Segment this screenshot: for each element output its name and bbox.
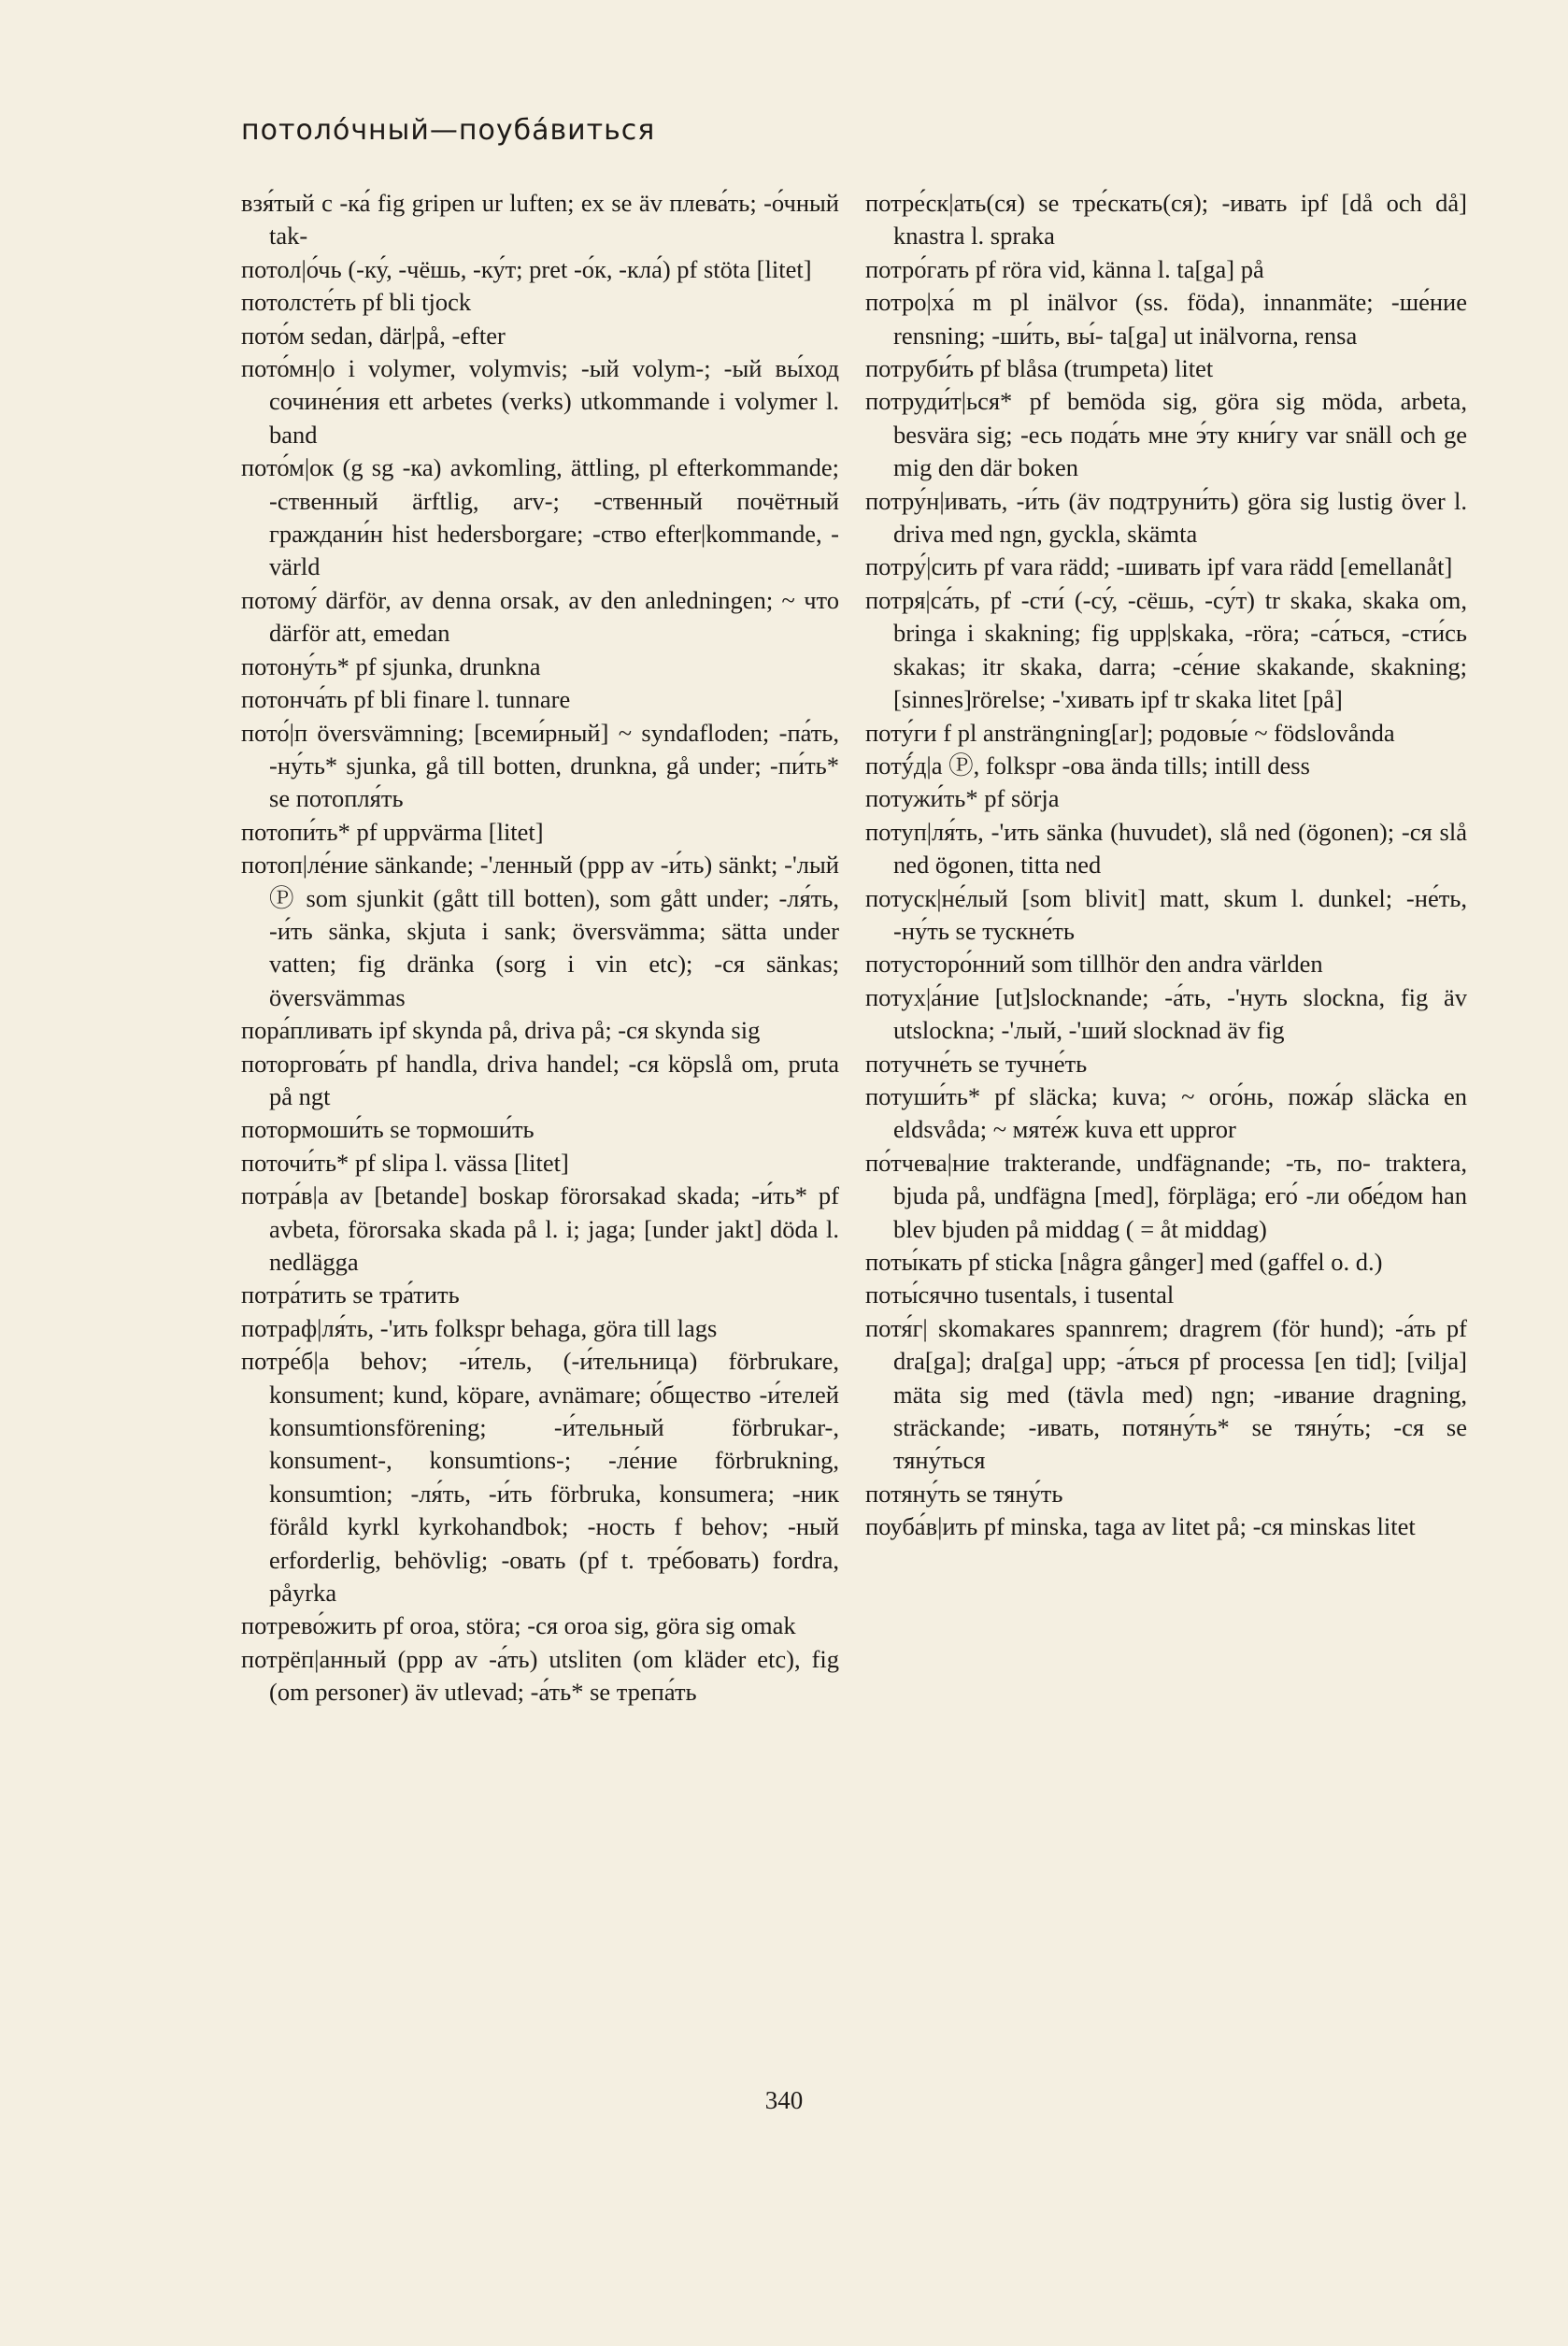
dictionary-entry: потяну́ть se тяну́ть — [865, 1479, 1063, 1508]
dictionary-entry: потух|а́ние [ut]slocknande; -а́ть, -'нуть slockna, fig äv utslockna; -'лый, -'ший slocknad äv fig — [865, 982, 1467, 1045]
dictionary-entry: потруди́т|ься* pf bemöda sig, göra sig möda, arbeta, besvära sig; -есь пода́ть мне э́ту кни́гу var snäll och ge mig den där boken — [865, 387, 1467, 482]
dictionary-entry: пото́мн|о i volymer, volymvis; -ый volym-; -ый вы́ход сочине́ния ett arbetes (verks) utkommande i volymer l. band — [241, 354, 839, 449]
dictionary-entry: по́тчева|ние trakterande, undfägnande; -ть, по- traktera, bjuda på, undfägna [med], förpläga; его́ -ли обе́дом han blev bjuden på middag ( = åt middag) — [865, 1148, 1467, 1243]
dictionary-entry: потол|о́чь (-ку́, -чёшь, -ку́т; pret -о́к, -кла́) pf stöta [litet] — [241, 254, 812, 283]
dictionary-entry: потро|ха́ m pl inälvor (ss. föda), innanmäte; -ше́ние rensning; -ши́ть, вы́- ta[ga] ut inälvorna, rensa — [865, 288, 1467, 350]
dictionary-entry: потормоши́ть se тормоши́ть — [241, 1115, 535, 1144]
dictionary-entry: потрево́жить pf oroa, störa; -ся oroa sig, göra sig omak — [241, 1611, 796, 1640]
dictionary-entry: потраф|ля́ть, -'ить folkspr behaga, göra till lags — [241, 1313, 718, 1342]
dictionary-entry: потруби́ть pf blåsa (trumpeta) litet — [865, 354, 1214, 383]
dictionary-entry: потоп|ле́ние sänkande; -'ленный (ppp av -и́ть) sänkt; -'лый Ⓟ som sjunkit (gått till botten), som gått under; -ля́ть, -и́ть sänka, skjuta i sank; översvämma; sätta under vatten; fig dränka (sorg i vin etc); -ся sänkas; översvämmas — [241, 851, 839, 1011]
dictionary-entry: пото́м|ок (g sg -ка) avkomling, ättling, pl efterkommande; -ственный ärftlig, arv-; -ственный почётный граждани́н hist hedersborgare; -ство efter|kommande, -värld — [241, 453, 839, 581]
running-head: потоло́чный—поуба́виться — [241, 114, 656, 147]
left-column — [241, 187, 839, 1709]
dictionary-entry: поторгова́ть pf handla, driva handel; -ся köpslå om, pruta på ngt — [241, 1049, 839, 1110]
dictionary-entry: взя́тый с -ка́ fig gripen ur luften; ex se äv плева́ть; -о́чный tak- — [241, 189, 839, 250]
dictionary-entry: потра́в|а av [betande] boskap förorsakad skada; -и́ть* pf avbeta, förorsaka skada på l. i; jaga; [under jakt] döda l. nedlägga — [241, 1181, 839, 1276]
right-column — [865, 187, 1467, 1544]
dictionary-entry: потужи́ть* pf sörja — [865, 784, 1060, 813]
dictionary-entry: потому́ därför, av denna orsak, av den anledningen; ~ что därför att, emedan — [241, 585, 839, 648]
dictionary-entry: потру́|сить pf vara rädd; -шивать ipf vara rädd [emellanåt] — [865, 552, 1453, 581]
dictionary-entry: потопи́ть* pf uppvärma [litet] — [241, 817, 544, 846]
dictionary-entry: потря|са́ть, pf -сти́ (-су́, -сёшь, -су́т) tr skaka, skaka om, bringa i skakning; fig upp|skaka, -röra; -са́ться, -сти́сь skakas; itr skaka, darra; -се́ние skakande, skakning; [sinnes]rörelse; -'хивать ipf tr skaka litet [på] — [865, 585, 1467, 714]
page-number: 340 — [764, 2086, 804, 2114]
dictionary-entry: поты́сячно tusentals, i tusental — [865, 1280, 1175, 1309]
dictionary-entry: потуши́ть* pf släcka; kuva; ~ ого́нь, пожа́р släcka en eldsvåda; ~ мяте́ж kuva ett uppror — [865, 1081, 1467, 1144]
dictionary-entry: потучне́ть se тучне́ть — [865, 1049, 1088, 1078]
dictionary-entry: поту́ги f pl ansträngning[ar]; родовы́е ~ födslovånda — [865, 718, 1395, 747]
dictionary-entry: потону́ть* pf sjunka, drunkna — [241, 651, 541, 680]
dictionary-entry: пора́пливать ipf skynda på, driva på; -ся skynda sig — [241, 1016, 761, 1045]
dictionary-entry: поточи́ть* pf slipa l. vässa [litet] — [241, 1148, 569, 1177]
dictionary-entry: пото́м sedan, där|på, -efter — [241, 321, 506, 350]
dictionary-entry: потре́б|а behov; -и́тель, (-и́тельница) förbrukare, konsument; kund, köpare, avnämare; о́бщество -и́телей konsumtionsförening; -и́тельный förbrukar-, konsument-, konsumtions-; -ле́ние förbrukning, konsumtion; -ля́ть, -и́ть förbruka, konsumera; -ник föråld kyrkl kyrkohandbok; -ность f behov; -ный erforderlig, behövlig; -овать (pf t. тре́бовать) fordra, påyrka — [241, 1347, 839, 1608]
dictionary-entry: потуп|ля́ть, -'ить sänka (huvudet), slå ned (ögonen); -ся slå ned ögonen, titta ned — [865, 817, 1467, 880]
dictionary-entry: потонча́ть pf bli finare l. tunnare — [241, 685, 571, 714]
dictionary-entry: пото́|п översvämning; [всеми́рный] ~ syndafloden; -па́ть, -ну́ть* sjunka, gå till botten, drunkna, gå under; -пи́ть* se потопля́ть — [241, 718, 839, 813]
dictionary-entry: потя́г| skomakares spannrem; dragrem (för hund); -а́ть pf dra[ga]; dra[ga] upp; -а́ться pf processa [en tid]; [vilja] mäta sig med (tävla med) ngn; -ивание dragning, sträckande; -ивать, потяну́ть* se тяну́ть; -ся se тяну́ться — [865, 1313, 1467, 1475]
dictionary-entry: потуск|не́лый [som blivit] matt, skum l. dunkel; -не́ть, -ну́ть se тускне́ть — [865, 883, 1467, 945]
dictionary-entry: поуба́в|ить pf minska, taga av litet på; -ся minskas litet — [865, 1512, 1416, 1541]
dictionary-entry: поты́кать pf sticka [några gånger] med (gaffel o. d.) — [865, 1248, 1383, 1276]
dictionary-entry: потусторо́нний som tillhör den andra världen — [865, 950, 1323, 979]
dictionary-entry: потру́н|ивать, -и́ть (äv подтруни́ть) göra sig lustig över l. driva med ngn, gyckla, skämta — [865, 486, 1467, 549]
dictionary-entry: потý́д|а Ⓟ, folkspr -ова ända tills; intill dess — [865, 751, 1310, 780]
dictionary-entry: потре́ск|ать(ся) se тре́скать(ся); -ивать ipf [då och då] knastra l. spraka — [865, 189, 1467, 250]
dictionary-entry: потра́тить se тра́тить — [241, 1280, 460, 1309]
dictionary-entry: потолсте́ть pf bli tjock — [241, 288, 472, 317]
dictionary-entry: потро́гать pf röra vid, känna l. ta[ga] på — [865, 254, 1264, 283]
dictionary-entry: потрёп|анный (ppp av -а́ть) utsliten (om kläder etc), fig (om personer) äv utlevad; -а́ть* se трепа́ть — [241, 1644, 839, 1707]
